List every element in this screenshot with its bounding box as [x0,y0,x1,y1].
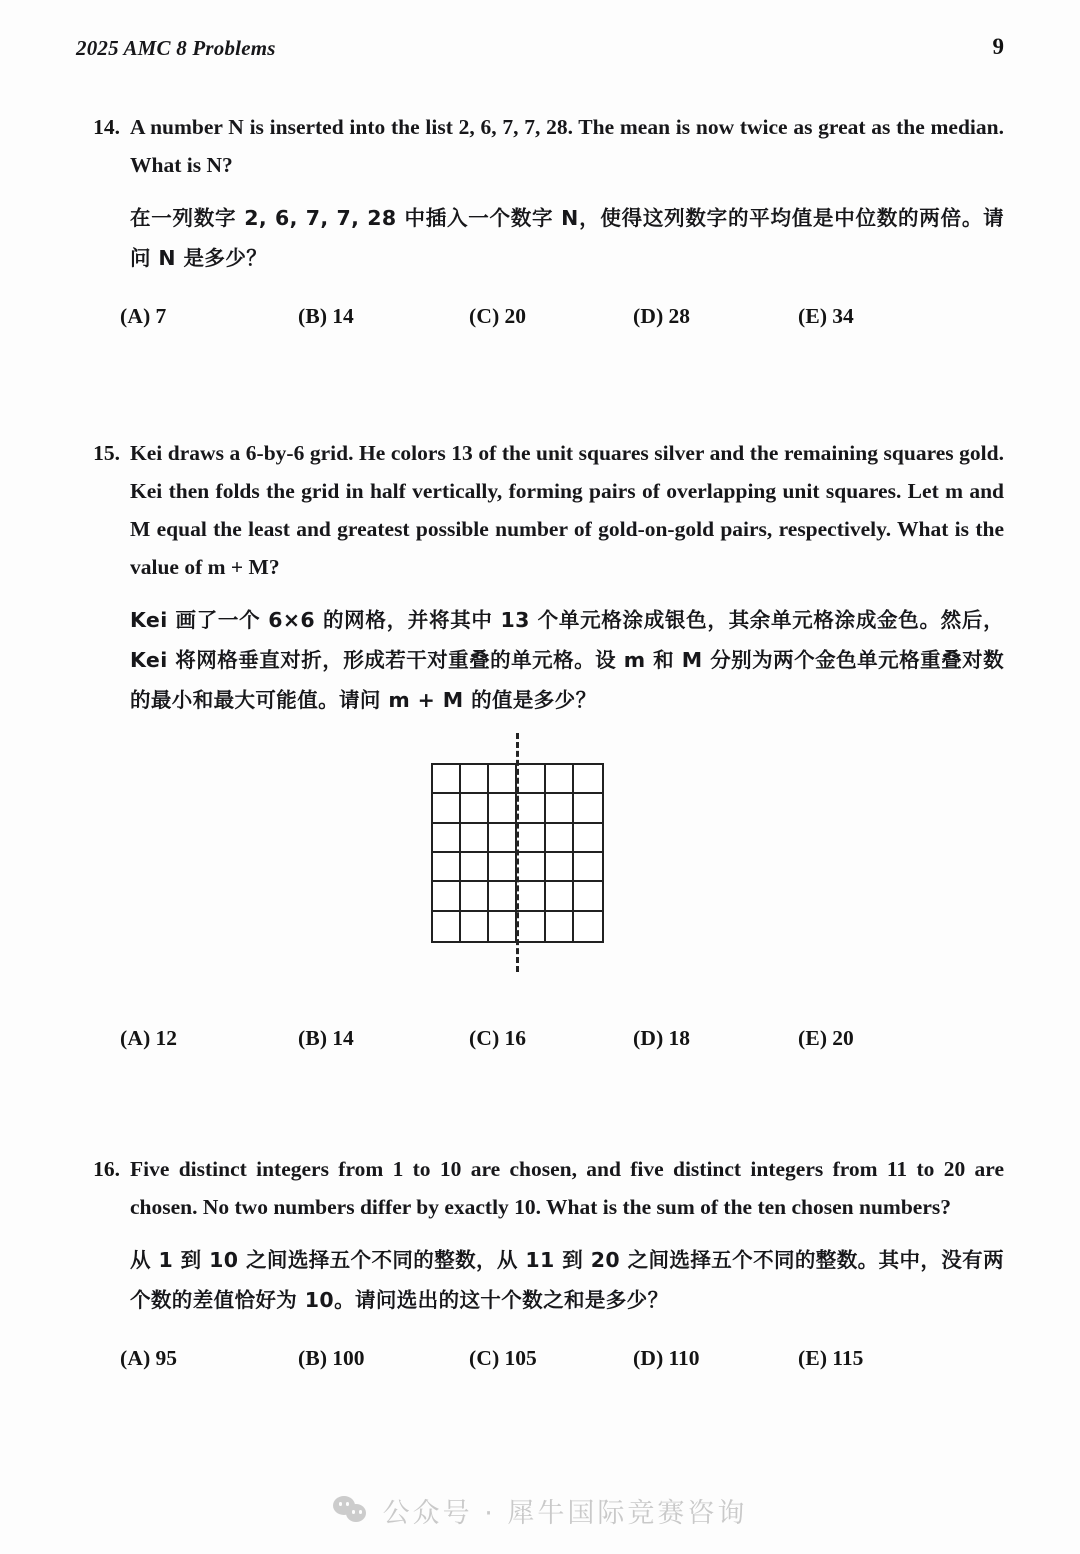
grid-cell [517,765,545,794]
grid-cell [461,765,489,794]
page-header [76,36,1004,70]
choice-d-label: (D) [633,304,664,328]
grid-cell [546,853,574,882]
choice-e-value: 20 [832,1026,854,1050]
choice-e[interactable] [798,304,854,329]
choice-d-label: (D) [633,1026,664,1050]
choice-e-value: 115 [832,1346,864,1370]
choice-e[interactable] [798,1346,863,1371]
problem-16-chinese: 从 1 到 10 之间选择五个不同的整数，从 11 到 20 之间选择五个不同的整数。其中，没有两个数的差值恰好为 10。请问选出的这十个数之和是多少？ [130,1248,1004,1312]
grid-cell [517,853,545,882]
choice-b-label: (B) [298,1346,328,1370]
choice-d[interactable] [633,1346,700,1371]
choice-a-label: (A) [120,1026,151,1050]
grid-cell [574,912,602,941]
choice-a-label: (A) [120,1346,151,1370]
choice-c-label: (C) [469,1346,500,1370]
grid-cell [574,824,602,853]
grid-cell [517,912,545,941]
grid-cell [546,882,574,911]
choice-d-value: 28 [668,304,690,328]
choice-b-value: 14 [332,1026,354,1050]
wechat-icon [333,1495,369,1525]
problem-16-number: 16. [93,1157,120,1181]
grid-cell [433,765,461,794]
grid-cell [489,853,517,882]
choice-e-label: (E) [798,1346,828,1370]
problem-16 [76,1150,1004,1390]
problem-14-choices [76,304,1004,348]
choice-c-value: 105 [504,1346,537,1370]
choice-c[interactable] [469,1346,537,1371]
header-title: 2025 AMC 8 Problems [76,36,276,60]
grid-cell [489,824,517,853]
choice-b[interactable] [298,1026,354,1051]
choice-d-label: (D) [633,1346,664,1370]
grid-cell [433,824,461,853]
grid-cell [517,794,545,823]
problem-15-choices [76,1026,1004,1070]
choice-a[interactable] [120,304,166,329]
choice-a-value: 95 [155,1346,177,1370]
problem-15-choices-block [76,1026,1004,1070]
grid-cell [489,882,517,911]
choice-c-label: (C) [469,304,500,328]
problem-16-english: Five distinct integers from 1 to 10 are chosen, and five distinct integers from 11 to 20 are chosen. No two numbers differ by exactly 10. What is the sum of the ten chosen numbers? [130,1157,1004,1219]
footer-watermark [0,1480,1080,1540]
grid-cell [517,882,545,911]
grid-cell [574,853,602,882]
choice-c-value: 20 [504,304,526,328]
problem-15 [76,434,1004,720]
choice-a[interactable] [120,1346,177,1371]
footer-text: 公众号 · 犀牛国际竞赛咨询 [382,1497,748,1529]
choice-a-label: (A) [120,304,151,328]
grid-cell [461,794,489,823]
problem-15-english: Kei draws a 6-by-6 grid. He colors 13 of the unit squares silver and the remaining squares gold. Kei then folds the grid in half vertically, forming pairs of overlapping unit squares. Let m and M equal the least and greatest possible number of gold-on-gold pairs, respectively. What is the value of m + M? [130,441,1004,579]
problem-16-choices [76,1346,1004,1390]
choice-d[interactable] [633,1026,690,1051]
choice-d-value: 110 [668,1346,700,1370]
grid-cell [546,824,574,853]
grid-cell [461,824,489,853]
problem-15-number: 15. [93,441,120,465]
choice-b-label: (B) [298,304,328,328]
grid-cell [546,765,574,794]
grid-cell [546,794,574,823]
grid-cell [489,765,517,794]
problem-14-number: 14. [93,115,120,139]
choice-b[interactable] [298,1346,365,1371]
page-number: 9 [992,34,1004,59]
problem-15-chinese: Kei 画了一个 6×6 的网格，并将其中 13 个单元格涂成银色，其余单元格涂成金色。然后，Kei 将网格垂直对折，形成若干对重叠的单元格。设 m 和 M 分别为两个金色单元格重叠对数的最小和最大可能值。请问 m + M 的值是多少？ [130,608,1004,712]
choice-d-value: 18 [668,1026,690,1050]
grid-cell [489,912,517,941]
choice-e[interactable] [798,1026,854,1051]
choice-e-label: (E) [798,304,828,328]
choice-b[interactable] [298,304,354,329]
grid-cell [461,882,489,911]
problem-14-chinese: 在一列数字 2, 6, 7, 7, 28 中插入一个数字 N，使得这列数字的平均值是中位数的两倍。请问 N 是多少？ [130,206,1004,270]
choice-b-value: 100 [332,1346,365,1370]
choice-e-value: 34 [832,304,854,328]
grid-figure [431,733,611,978]
grid-cell [574,765,602,794]
grid-cell [574,794,602,823]
choice-e-label: (E) [798,1026,828,1050]
choice-d[interactable] [633,304,690,329]
choice-c-label: (C) [469,1026,500,1050]
grid-cell [433,882,461,911]
choice-c[interactable] [469,1026,526,1051]
choice-a-value: 7 [155,304,167,328]
choice-a-value: 12 [155,1026,177,1050]
fold-line-dashed [516,733,519,972]
grid-cell [489,794,517,823]
choice-b-value: 14 [332,304,354,328]
grid-cell [461,853,489,882]
choice-a[interactable] [120,1026,177,1051]
grid-cell [433,853,461,882]
problem-14-english: A number N is inserted into the list 2, 6, 7, 7, 28. The mean is now twice as great as the median. What is N? [130,115,1004,177]
choice-b-label: (B) [298,1026,328,1050]
grid-cell [461,912,489,941]
grid-cell [517,824,545,853]
grid-cell [574,882,602,911]
grid-cell [546,912,574,941]
choice-c[interactable] [469,304,526,329]
choice-c-value: 16 [504,1026,526,1050]
grid-cell [433,912,461,941]
problem-14 [76,108,1004,348]
grid-cell [433,794,461,823]
